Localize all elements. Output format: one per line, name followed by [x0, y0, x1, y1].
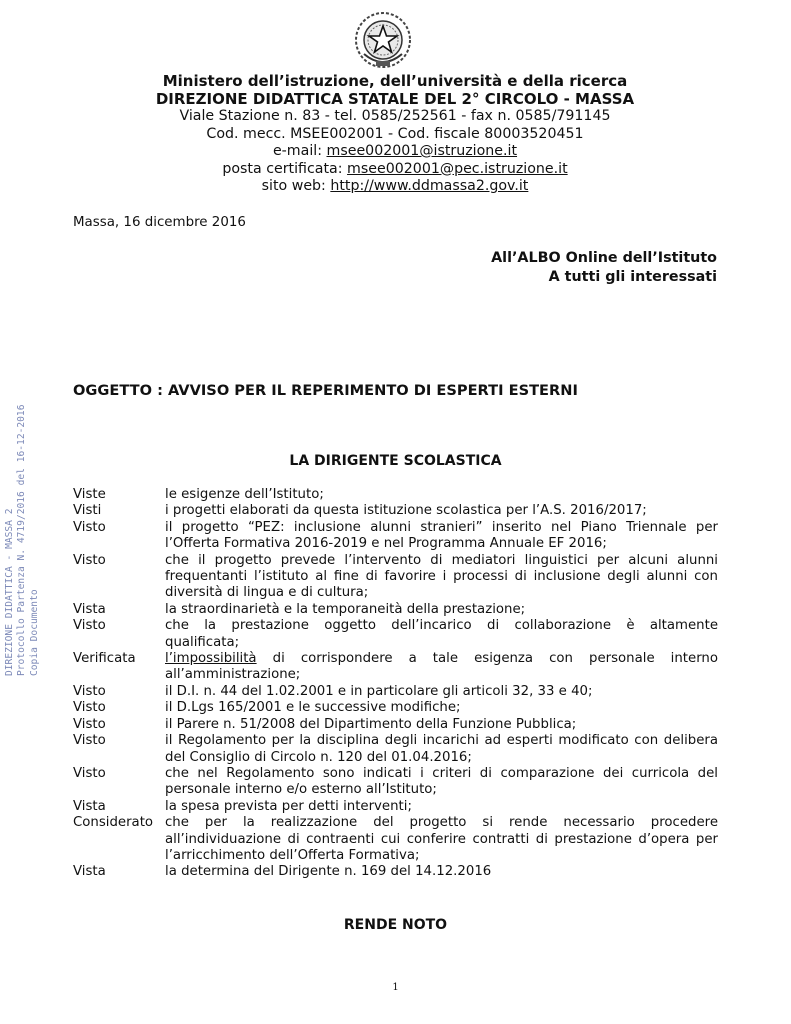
subject-line: OGGETTO : AVVISO PER IL REPERIMENTO DI ESPERTI ESTERNI [73, 382, 578, 399]
recital-label: Visti [73, 503, 102, 519]
recital-label: Visto [73, 618, 106, 634]
email-line [60, 143, 730, 161]
recital-label: Visto [73, 733, 106, 749]
stamp-line: Protocollo Partenza N. 4719/2016 del 16-12-2016 [16, 404, 28, 676]
recital-line: che la prestazione oggetto dell’incarico di collaborazione è altamente [165, 618, 718, 634]
recital-line: qualificata; [165, 634, 240, 650]
ministry-name: Ministero dell’istruzione, dell’università e della ricerca [162, 72, 628, 90]
authority-heading: LA DIRIGENTE SCOLASTICA [289, 453, 502, 469]
recital-line: i progetti elaborati da questa istituzione scolastica per l’A.S. 2016/2017; [165, 503, 647, 519]
protocol-stamp [4, 405, 41, 676]
recital-label: Visto [73, 552, 106, 568]
recital-row [73, 602, 718, 618]
recital-row [73, 700, 718, 716]
recital-label: Visto [73, 519, 106, 535]
recital-row [73, 799, 718, 815]
stamp-line: Copia Documento [28, 589, 40, 676]
closing-heading: RENDE NOTO [343, 917, 448, 933]
recital-line: l’arricchimento dell’Offerta Formativa; [165, 847, 420, 863]
recital-line: del Consiglio di Circolo n. 120 del 01.04.2016; [165, 749, 472, 765]
recital-text [165, 602, 718, 618]
recital-line: l’Offerta Formativa 2016-2019 e nel Programma Annuale EF 2016; [165, 536, 607, 552]
page-number: 1 [392, 982, 399, 993]
recital-text [165, 487, 718, 503]
recital-label: Verificata [73, 651, 136, 667]
recital-row [73, 766, 718, 799]
recital-text [165, 733, 718, 766]
recital-label: Considerato [73, 815, 154, 831]
recital-text [165, 618, 718, 651]
recital-row [73, 651, 718, 684]
recital-row [73, 717, 718, 733]
recital-text [165, 651, 718, 684]
recital-line: che per la realizzazione del progetto si rende necessario procedere [165, 815, 718, 831]
recital-row [73, 503, 718, 519]
recital-text [165, 815, 718, 864]
recital-line: la spesa prevista per detti interventi; [165, 798, 412, 814]
recital-text [165, 799, 718, 815]
website-link[interactable]: http://www.ddmassa2.gov.it [330, 178, 529, 194]
website-label: sito web: [261, 178, 331, 194]
recital-underlined-word: l’impossibilità [165, 651, 257, 667]
school-name: DIREZIONE DIDATTICA STATALE DEL 2° CIRCOLO - MASSA [155, 90, 635, 108]
school-codes: Cod. mecc. MSEE002001 - Cod. fiscale 80003520451 [206, 125, 584, 142]
letter-date: Massa, 16 dicembre 2016 [73, 215, 246, 230]
recital-label: Visto [73, 700, 106, 716]
recital-text [165, 700, 718, 716]
email-label: e-mail: [272, 143, 327, 159]
recital-text [165, 864, 718, 880]
recital-label: Vista [73, 864, 106, 880]
recital-text [165, 717, 718, 733]
recital-label: Viste [73, 487, 106, 502]
recital-label: Vista [73, 798, 106, 814]
recital-row [73, 815, 718, 864]
recital-row [73, 520, 718, 553]
recital-line: il D.I. n. 44 del 1.02.2001 e in particolare gli articoli 32, 33 e 40; [165, 683, 593, 699]
recital-line: frequentanti l’istituto al fine di favorire i processi di inclusione degli alunni con [165, 569, 718, 585]
school-address: Viale Stazione n. 83 - tel. 0585/252561 - fax n. 0585/791145 [179, 108, 611, 124]
recital-row [73, 733, 718, 766]
recital-line [165, 651, 718, 667]
recital-line: la determina del Dirigente n. 169 del 14.12.2016 [165, 864, 492, 880]
stamp-line: DIREZIONE DIDATTICA - MASSA 2 [4, 508, 15, 676]
pec-line [60, 161, 730, 179]
email-link[interactable]: msee002001@istruzione.it [326, 143, 518, 159]
recipients [491, 249, 717, 287]
pec-label: posta certificata: [222, 160, 348, 177]
recipient-interessati: A tutti gli interessati [548, 269, 717, 285]
website-line [60, 178, 730, 196]
recital-line: la straordinarietà e la temporaneità della prestazione; [165, 601, 526, 617]
recital-line: personale interno e/o esterno all’Istituto; [165, 782, 437, 798]
recital-label: Visto [73, 683, 106, 699]
recital-row [73, 553, 718, 602]
pec-link[interactable]: msee002001@pec.istruzione.it [347, 160, 568, 177]
recital-row [73, 487, 718, 503]
recital-row [73, 864, 718, 880]
recital-text [165, 520, 718, 553]
recipient-albo: All’ALBO Online dell’Istituto [491, 250, 717, 266]
recital-line: il D.Lgs 165/2001 e le successive modifiche; [165, 700, 461, 716]
recital-row [73, 684, 718, 700]
recital-line: che nel Regolamento sono indicati i criteri di comparazione dei curricola del [165, 765, 718, 781]
recital-line: diversità di lingua e di cultura; [165, 585, 369, 601]
recital-line: all’amministrazione; [165, 667, 301, 683]
recital-row [73, 618, 718, 651]
recital-text [165, 684, 718, 700]
recital-label: Visto [73, 716, 106, 732]
recital-line: il Parere n. 51/2008 del Dipartimento della Funzione Pubblica; [165, 716, 577, 732]
letterhead [60, 72, 730, 196]
recital-text [165, 553, 718, 602]
recitals-list [73, 487, 718, 881]
recital-text [165, 766, 718, 799]
recital-line: le esigenze dell’Istituto; [165, 487, 324, 502]
recital-text [165, 503, 718, 519]
recital-line-rest: di corrispondere a tale esigenza con personale interno [256, 651, 718, 667]
recital-line: il Regolamento per la disciplina degli incarichi ad esperti modificato con delibera [165, 733, 718, 749]
republic-emblem-icon [352, 10, 414, 72]
recital-line: il progetto “PEZ: inclusione alunni stranieri” inserito nel Piano Triennale per [165, 519, 718, 535]
recital-label: Visto [73, 765, 106, 781]
recital-line: che il progetto prevede l’intervento di mediatori linguistici per alcuni alunni [165, 552, 718, 568]
recital-label: Vista [73, 601, 106, 617]
recital-line: all’individuazione di contraenti cui conferire contratti di prestazione d’opera per [165, 831, 718, 847]
